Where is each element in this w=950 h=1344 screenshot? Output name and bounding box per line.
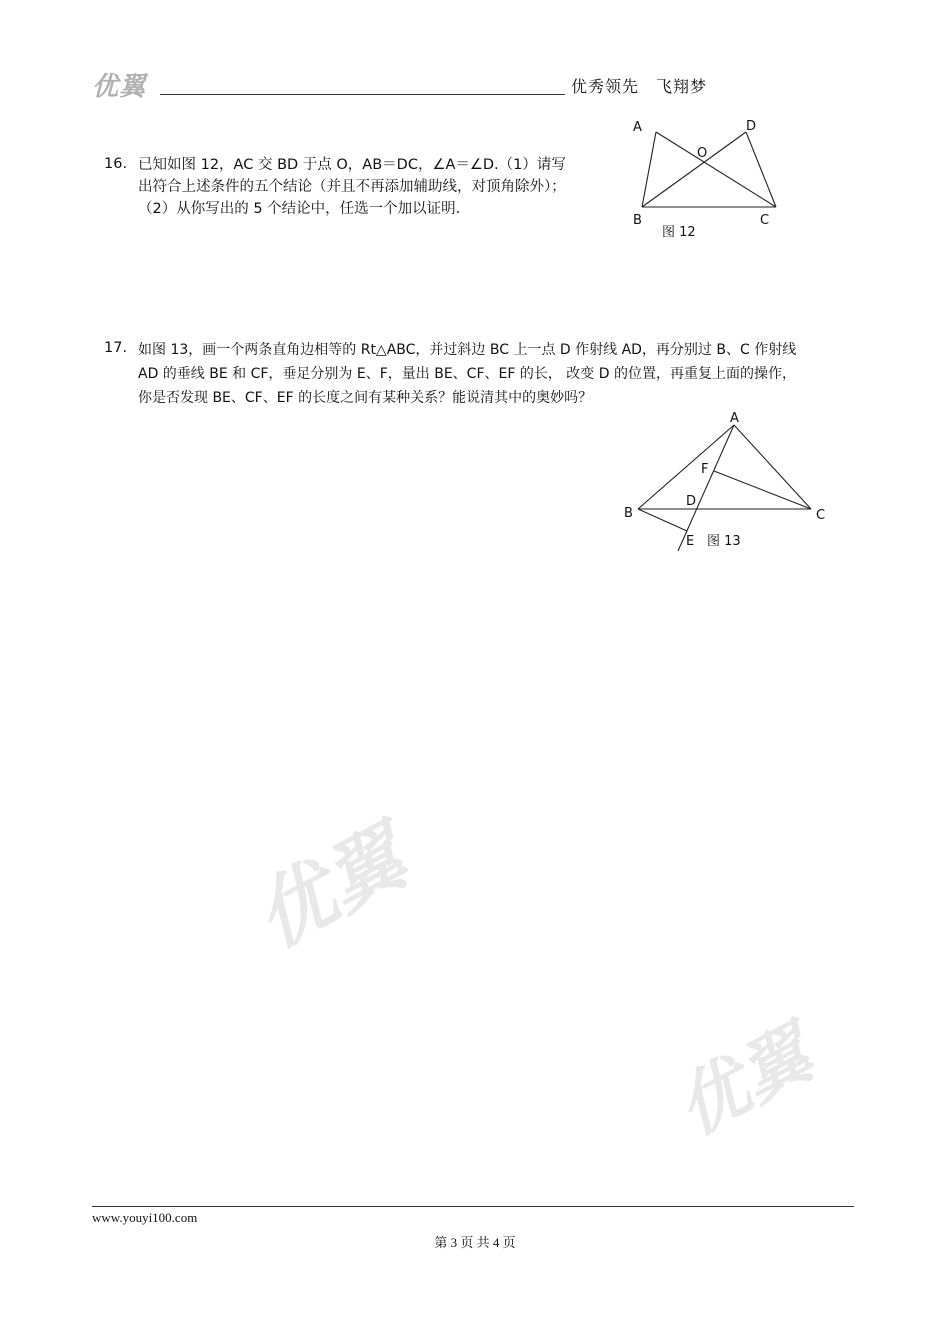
vertex-label-A: A: [730, 411, 739, 426]
segment-AC: [656, 132, 776, 207]
question-17-line: 你是否发现 BE、CF、EF 的长度之间有某种关系？能说清其中的奥妙吗？: [138, 390, 593, 406]
figure-13-caption: 图 13: [707, 534, 741, 549]
header-rule: [160, 94, 565, 95]
figure-13: [616, 405, 836, 555]
vertex-label-D: D: [746, 119, 757, 134]
segment-DB: [642, 132, 746, 207]
segment-AC: [734, 425, 811, 509]
point-label-E: E: [686, 534, 695, 549]
vertex-label-B: B: [624, 506, 633, 521]
footer-site-url: www.youyi100.com: [92, 1210, 198, 1225]
segment-AB: [642, 132, 656, 207]
header-tagline: 优秀领先 飞翔梦: [571, 77, 708, 96]
question-17-number: 17.: [104, 340, 128, 356]
question-16-line: （2）从你写出的 5 个结论中，任选一个加以证明.: [138, 201, 461, 217]
vertex-label-A: A: [633, 120, 642, 135]
watermark-logo: 优翼: [663, 1012, 826, 1151]
point-label-D: D: [686, 494, 697, 509]
figure-12: [620, 112, 790, 242]
question-16-text: [138, 154, 623, 220]
question-16-number: 16.: [104, 156, 128, 172]
segment-CF: [714, 471, 811, 509]
vertex-label-B: B: [633, 213, 642, 228]
question-16-line: 出符合上述条件的五个结论（并且不再添加辅助线，对顶角除外）；: [138, 179, 566, 195]
ray-AD: [678, 425, 734, 551]
segment-CD: [746, 132, 776, 207]
vertex-label-C: C: [760, 213, 770, 228]
footer-rule: [92, 1206, 854, 1207]
vertex-label-C: C: [816, 508, 826, 523]
question-17-line: AD 的垂线 BE 和 CF，垂足分别为 E、F，量出 BE、CF、EF 的长， 改变 D 的位置，再重复上面的操作，: [138, 366, 796, 382]
page-number: 第 3 页 共 4 页: [434, 1235, 516, 1250]
watermark-logo: 优翼: [240, 812, 421, 966]
point-label-O: O: [697, 146, 708, 161]
segment-BE: [638, 509, 687, 531]
point-label-F: F: [701, 462, 709, 477]
figure-12-caption: 图 12: [662, 225, 696, 240]
question-16-line: 已知如图 12，AC 交 BD 于点 O，AB＝DC，∠A＝∠D.（1）请写: [138, 157, 566, 173]
question-17-text: [138, 338, 898, 410]
logo: 优翼: [92, 72, 147, 102]
question-17-line: 如图 13，画一个两条直角边相等的 Rt△ABC，并过斜边 BC 上一点 D 作射线 AD，再分别过 B、C 作射线: [138, 342, 797, 358]
